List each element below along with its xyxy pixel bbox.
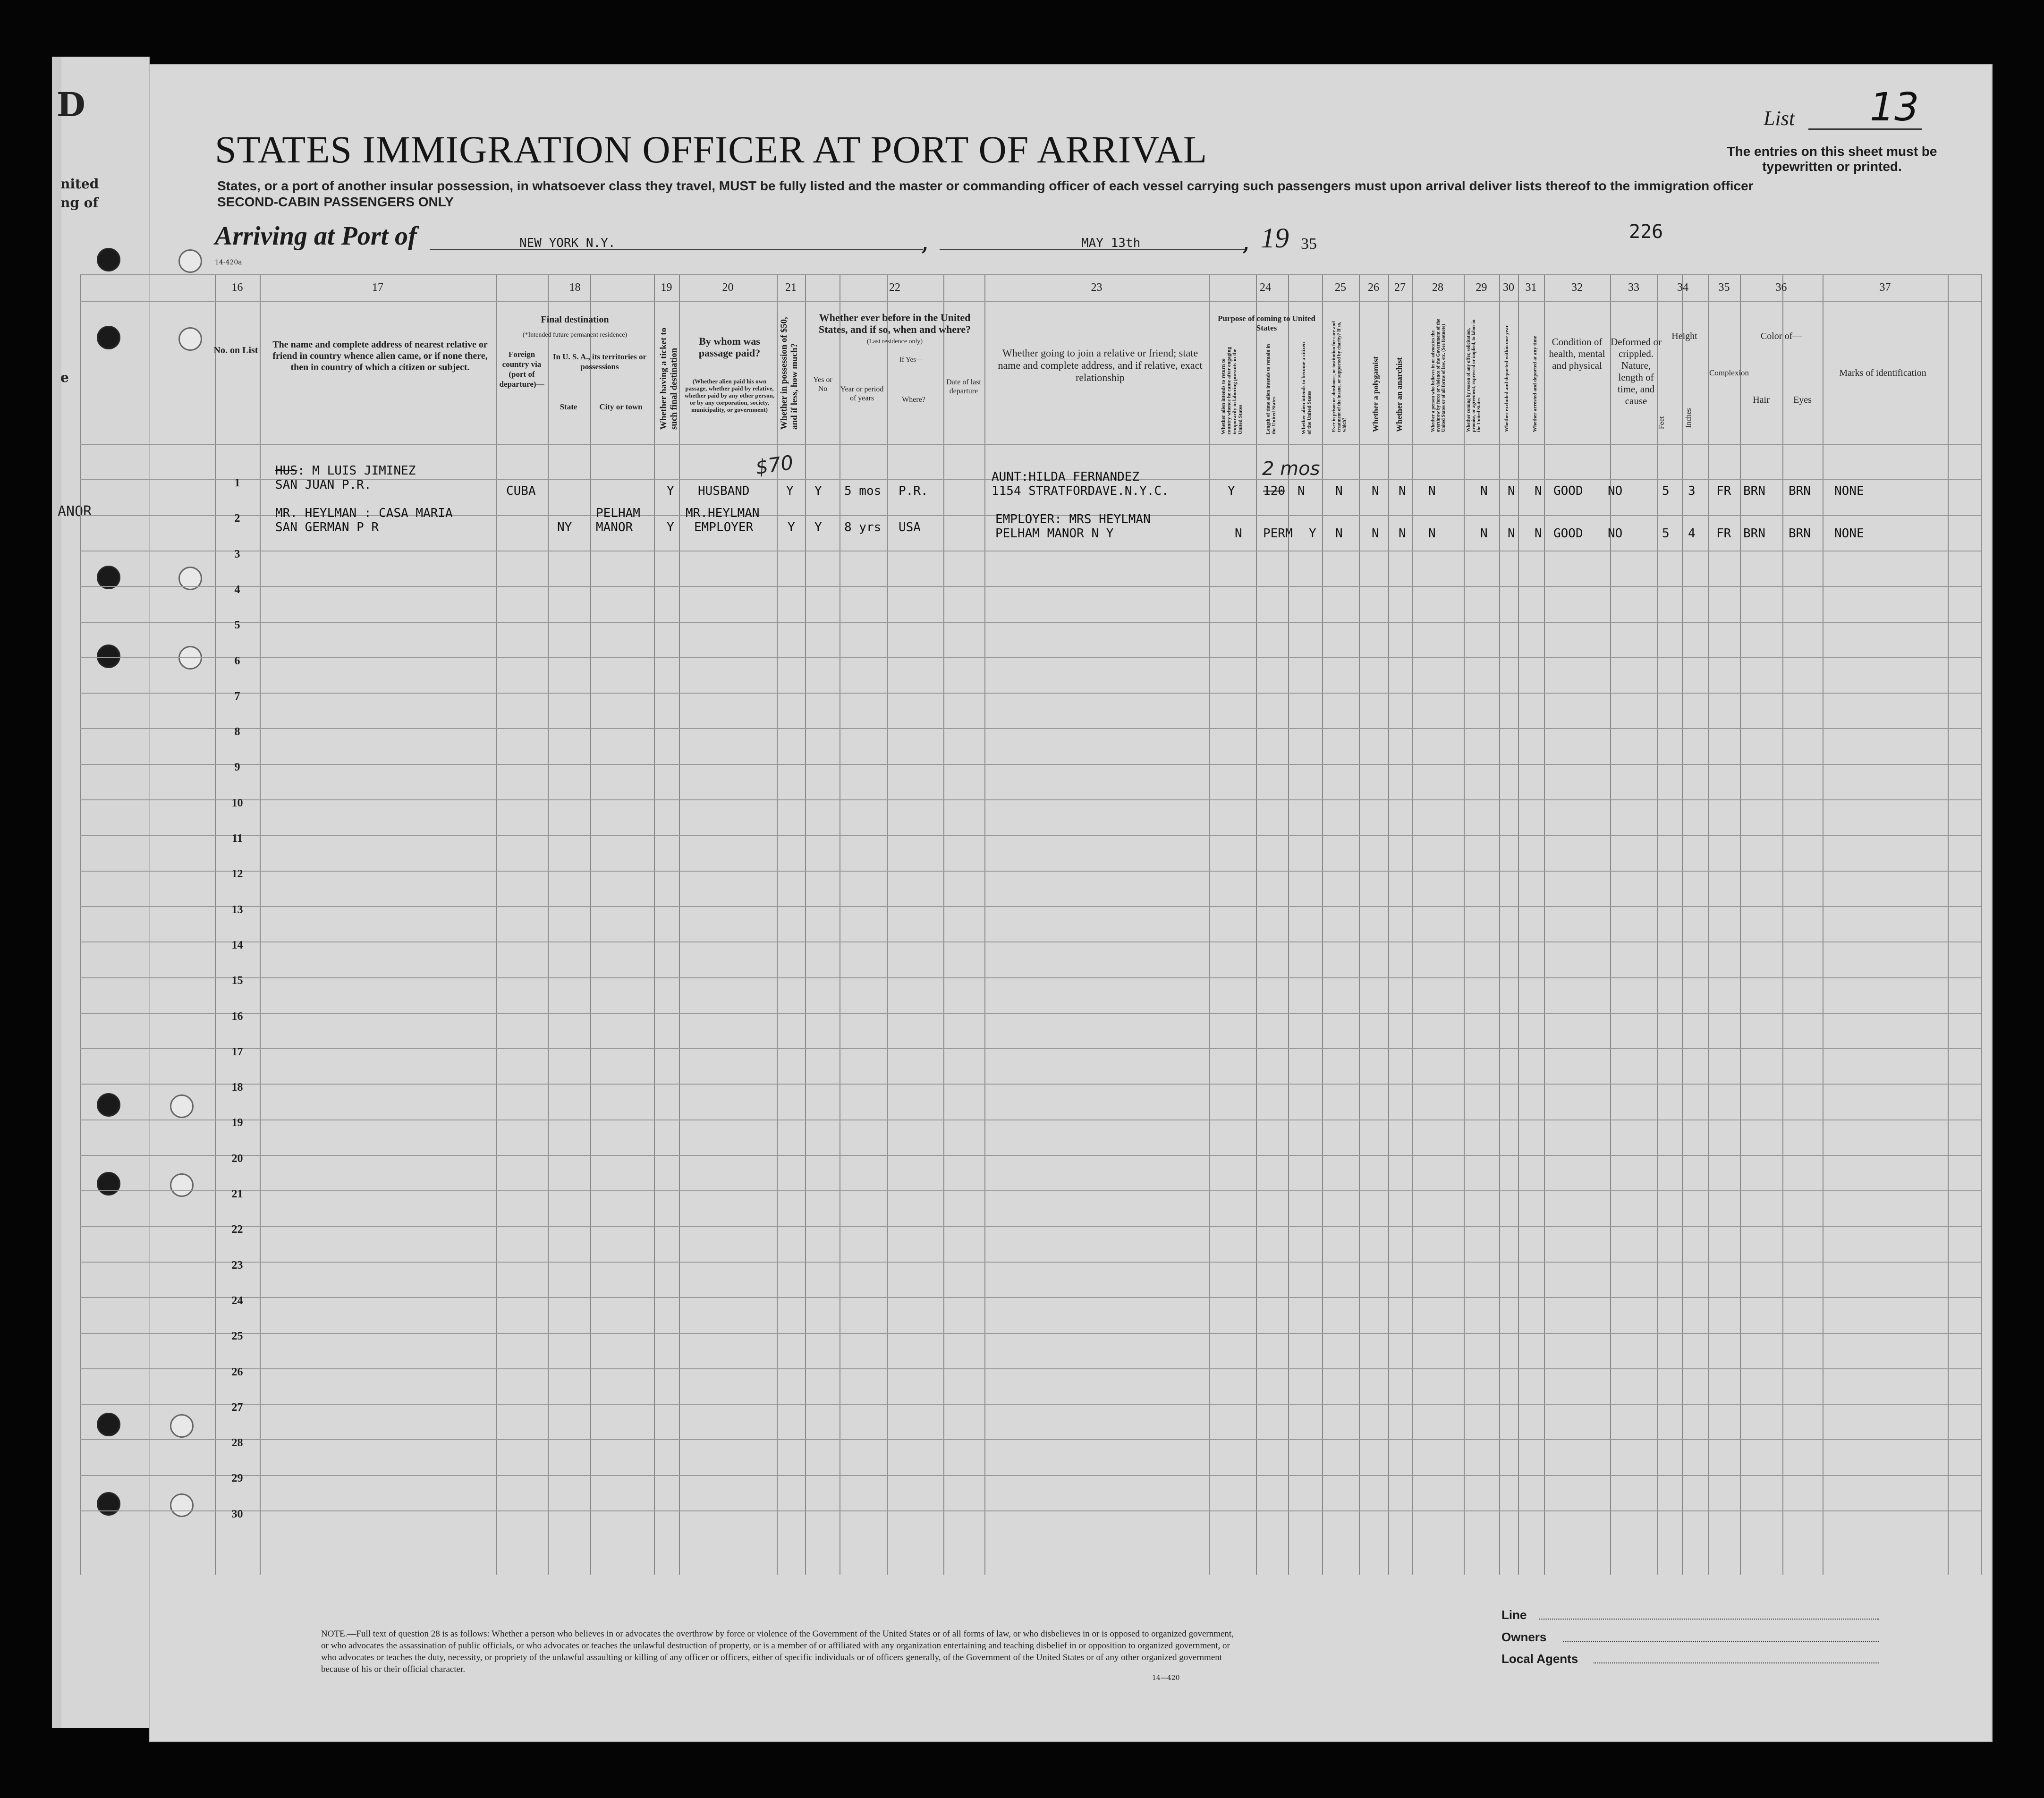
header-passage-paid: By whom was passage paid?	[698, 335, 761, 359]
header-money: Whether in possession of $50, and if less, how much?	[779, 317, 799, 430]
previous-page-letters: D	[57, 85, 85, 124]
grid-column-line	[1981, 274, 1982, 1575]
entry-2-ticket: Y	[667, 520, 674, 534]
separator: ,	[1242, 226, 1250, 256]
port-underline	[430, 249, 923, 250]
header-city: City or town	[599, 402, 643, 411]
form-title: STATES IMMIGRATION OFFICER AT PORT OF ARRIVAL	[215, 128, 1208, 171]
row-number: 8	[234, 726, 240, 738]
arrival-date: MAY 13th	[1081, 236, 1141, 250]
entry-2-citizen: Y	[1309, 526, 1316, 541]
grid-row-line	[80, 1439, 1981, 1440]
entry-2-complexion: FR	[1716, 526, 1731, 541]
form-number: 14-420a	[215, 259, 242, 266]
relative-name: : M LUIS JIMINEZ	[297, 464, 416, 478]
fragment-2: ng of	[60, 195, 99, 211]
column-number: 22	[889, 281, 900, 294]
entry-1-anarchist: N	[1399, 484, 1406, 498]
form-instruction: States, or a port of another insular possession, in whatsoever class they travel, MUST be fully listed and the master or commanding officer of each vessel carrying such passengers must upon arrival deliver lists thereof to the immigration officer	[217, 178, 1754, 193]
header-usa: In U. S. A., its territories or possessions	[552, 352, 647, 371]
entry-2-anarchist: N	[1399, 526, 1406, 541]
grid-column-line	[1948, 274, 1949, 1575]
arrival-port: NEW YORK N.Y.	[519, 236, 616, 250]
column-number: 16	[231, 281, 243, 294]
grid-column-line	[1740, 274, 1741, 1575]
header-ticket: Whether having a ticket to such final destination	[659, 327, 679, 430]
header-departure-date: Date of last departure	[946, 378, 981, 395]
entry-1-citizen: N	[1298, 484, 1305, 498]
entry-2-excluded: N	[1508, 526, 1515, 541]
punch-hole	[97, 326, 120, 349]
header-years: Year or period of years	[840, 385, 884, 402]
row-number: 10	[231, 797, 243, 809]
header-purpose: Purpose of coming to United States	[1218, 314, 1315, 332]
owners-label: Owners	[1501, 1630, 1547, 1644]
row-number: 28	[231, 1437, 243, 1449]
entry-1-excluded: N	[1508, 484, 1515, 498]
entry-1-complexion: FR	[1716, 484, 1731, 498]
grid-row-line	[80, 835, 1981, 836]
entry-1-labor-offer: N	[1480, 484, 1488, 498]
grid-column-line	[1464, 274, 1465, 1575]
column-number: 35	[1718, 281, 1730, 294]
row-number: 13	[231, 904, 243, 916]
grid-column-line	[260, 274, 261, 1575]
punch-hole	[178, 327, 202, 351]
entry-2-before-us: Y	[814, 520, 822, 534]
entry-2-joining-line2: PELHAM MANOR N Y	[995, 526, 1114, 541]
row-number: 6	[234, 655, 240, 667]
entry-2-relative-line1: MR. HEYLMAN : CASA MARIA	[275, 506, 453, 520]
owners-field	[1563, 1641, 1879, 1642]
grid-row-line	[80, 586, 1981, 587]
separator: ,	[921, 226, 929, 256]
entry-2-inches: 4	[1688, 526, 1696, 541]
header-before-us: Whether ever before in the United States, and if so, when and where?	[818, 312, 971, 335]
grid-column-line	[1708, 274, 1709, 1575]
grid-row-line	[80, 1190, 1981, 1191]
column-number: 19	[661, 281, 672, 294]
entry-2-joining-line1: EMPLOYER: MRS HEYLMAN	[995, 512, 1151, 526]
fragment-3: e	[60, 370, 69, 385]
entry-1-foreign-country: CUBA	[506, 484, 536, 498]
column-number: 28	[1432, 281, 1443, 294]
passenger-class: SECOND-CABIN PASSENGERS ONLY	[217, 195, 454, 209]
entry-2-paid-by-line1: MR.HEYLMAN	[686, 506, 760, 520]
header-feet: Feet	[1658, 416, 1666, 429]
punch-hole	[97, 1172, 120, 1196]
row-number: 24	[231, 1295, 243, 1307]
year-prefix: 19	[1261, 222, 1289, 254]
entry-2-prison: N	[1335, 526, 1343, 541]
entry-2-where: USA	[899, 520, 921, 534]
line-label: Line	[1501, 1608, 1527, 1622]
entry-2-deported: N	[1535, 526, 1542, 541]
grid-column-line	[496, 274, 497, 1575]
row-number: 16	[231, 1010, 243, 1023]
grid-column-line	[1657, 274, 1658, 1575]
entry-2-state: NY	[557, 520, 572, 534]
punch-hole	[97, 248, 120, 271]
row-number: 1	[234, 477, 240, 489]
handwritten-mark: $70	[754, 450, 795, 479]
manifest-sheet	[149, 64, 1993, 1742]
footer-form-number: 14—420	[1152, 1674, 1180, 1682]
footnote-question-28: NOTE.—Full text of question 28 is as follows: Whether a person who believes in or advocates the overthrow by force or violence of the Government of the United States or of all forms of law, or who disbelieves in or is opposed to organized government, or who advocates the assassination of public officials, or who advocates or teaches the unlawful destruction of property, or is a member of or affiliated with any organization entertaining and teaching disbelief in or opposition to organized government, or who advocates or teaches the duty, necessity, or propriety of the unlawful assaulting or killing of any officer or officers, either of specific individuals or of officers generally, of the Government of the United States or of any other organized government because of his or their official character.	[321, 1629, 1234, 1674]
column-number: 32	[1571, 281, 1583, 294]
header-polygamist: Whether a polygamist	[1371, 356, 1380, 432]
entry-1-hair: BRN	[1743, 484, 1765, 498]
list-underline	[1808, 128, 1922, 130]
grid-row-line	[80, 799, 1981, 800]
grid-row-line	[80, 1404, 1981, 1405]
grid-column-line	[1499, 274, 1500, 1575]
column-number: 23	[1091, 281, 1103, 294]
header-where: Where?	[902, 396, 925, 404]
header-passage-paid-sub: (Whether alien paid his own passage, whether paid by relative, whether paid by any other person, or by any corporation, society, municipality, or government)	[684, 378, 775, 413]
grid-column-line	[805, 274, 806, 1575]
entry-1-joining-line1: AUNT:HILDA FERNANDEZ	[992, 470, 1140, 484]
column-number: 36	[1775, 281, 1787, 294]
grid-row-line	[80, 871, 1981, 872]
grid-row-line	[80, 1510, 1981, 1511]
column-number: 29	[1476, 281, 1487, 294]
header-height: Height	[1671, 331, 1697, 341]
column-number: 30	[1503, 281, 1514, 294]
row-number: 27	[231, 1401, 243, 1414]
grid-row-line	[80, 1013, 1981, 1014]
entry-1-deformed: NO	[1608, 484, 1623, 498]
header-inches: Inches	[1685, 408, 1693, 428]
grid-column-line	[1610, 274, 1611, 1575]
column-number: 20	[722, 281, 734, 294]
row-number: 17	[231, 1046, 243, 1058]
grid-column-line	[548, 274, 549, 1575]
grid-column-line	[1682, 274, 1683, 1575]
row-number: 5	[234, 619, 240, 631]
column-number: 18	[569, 281, 581, 294]
column-number: 26	[1368, 281, 1379, 294]
column-number: 34	[1677, 281, 1688, 294]
grid-column-line	[1412, 274, 1413, 1575]
entry-2-polygamist: N	[1372, 526, 1379, 541]
entry-1-deported: N	[1535, 484, 1542, 498]
previous-page-fragments	[60, 175, 99, 387]
column-number: 31	[1525, 281, 1537, 294]
punch-hole	[97, 1492, 120, 1516]
entry-2-hair: BRN	[1743, 526, 1765, 541]
entry-2-years: 8 yrs	[844, 520, 882, 534]
entry-1-years: 5 mos	[844, 484, 882, 498]
grid-row-line	[80, 977, 1981, 978]
row-number: 2	[234, 512, 240, 525]
entry-2-marks: NONE	[1834, 526, 1864, 541]
row-number: 12	[231, 868, 243, 880]
grid-column-line	[887, 274, 888, 1575]
local-agents-label: Local Agents	[1501, 1652, 1578, 1666]
grid-column-line	[1388, 274, 1389, 1575]
row-number: 4	[234, 584, 240, 596]
entry-2-length-stay: PERM	[1263, 526, 1293, 541]
row-number: 22	[231, 1223, 243, 1236]
entry-1-inches: 3	[1688, 484, 1696, 498]
row-number: 20	[231, 1153, 243, 1165]
grid-column-line	[590, 274, 591, 1575]
punch-hole	[97, 1413, 120, 1436]
row-number: 29	[231, 1472, 243, 1484]
header-foreign-country: Foreign country via (port of departure)—	[499, 350, 544, 389]
row-number: 26	[231, 1366, 243, 1378]
entry-1-where: P.R.	[899, 484, 928, 498]
row-number: 19	[231, 1117, 243, 1129]
header-hair: Hair	[1753, 395, 1770, 405]
grid-column-line	[679, 274, 680, 1575]
grid-row-line	[80, 1297, 1981, 1298]
column-number: 17	[372, 281, 383, 294]
row-number: 25	[231, 1330, 243, 1342]
header-yes-no: Yes or No	[813, 376, 832, 393]
entry-2-money: Y	[788, 520, 795, 534]
entry-1-money: Y	[786, 484, 794, 498]
grid-column-line	[1518, 274, 1519, 1575]
stamped-number: 226	[1629, 221, 1663, 243]
header-final-destination-sub: (*Intended future permanent residence)	[522, 331, 628, 339]
grid-row-line	[80, 444, 1981, 445]
punch-hole	[170, 1414, 194, 1438]
entry-1-prison: N	[1335, 484, 1343, 498]
row-number: 18	[231, 1081, 243, 1094]
entry-1-eyes: BRN	[1789, 484, 1811, 498]
grid-row-line	[80, 906, 1981, 907]
row-number: 9	[234, 761, 240, 773]
row-number: 14	[231, 939, 243, 951]
header-deported: Whether arrested and deported at any time	[1532, 336, 1538, 432]
grid-row-line	[80, 1333, 1981, 1334]
line-field	[1539, 1619, 1879, 1620]
header-citizen-intent: Whether alien intends to become a citizen of the United States	[1301, 342, 1312, 434]
list-number: 13	[1870, 85, 1919, 130]
punch-hole	[97, 1093, 120, 1117]
grid-column-line	[1256, 274, 1257, 1575]
entry-1-paid-by: HUSBAND	[698, 484, 750, 498]
grid-row-line	[80, 693, 1981, 694]
grid-row-line	[80, 622, 1981, 623]
column-number: 37	[1879, 281, 1891, 294]
fragment-1: nited	[60, 176, 99, 192]
entry-1-joining-line2: 1154 STRATFORDAVE.N.Y.C.	[992, 484, 1169, 498]
grid-column-line	[215, 274, 216, 1575]
grid-column-line	[1544, 274, 1545, 1575]
arriving-label: Arriving at Port of	[215, 221, 417, 251]
local-agents-field	[1594, 1662, 1879, 1663]
grid-row-line	[80, 1226, 1981, 1227]
entry-1-relative-line1	[275, 464, 416, 478]
grid-row-line	[80, 1475, 1981, 1476]
grid-column-line	[984, 274, 985, 1575]
entry-1-length-struck: 120	[1263, 484, 1285, 498]
entry-1-relative-line2: SAN JUAN P.R.	[275, 478, 372, 492]
column-number: 21	[785, 281, 797, 294]
entry-1-return-intent: Y	[1228, 484, 1235, 498]
grid-row-line	[80, 1368, 1981, 1369]
grid-row-line	[80, 301, 1981, 302]
row-number: 11	[232, 832, 243, 845]
grid-row-line	[80, 1048, 1981, 1049]
column-number: 33	[1628, 281, 1639, 294]
header-complexion: Complexion	[1709, 368, 1749, 377]
row-number: 15	[231, 975, 243, 987]
grid-column-line	[1322, 274, 1323, 1575]
grid-row-line	[80, 657, 1981, 658]
grid-row-line	[80, 1262, 1981, 1263]
header-marks: Marks of identification	[1839, 368, 1926, 378]
previous-page-destination: ANOR	[58, 503, 92, 520]
grid-row-line	[80, 274, 1981, 275]
header-overthrow: Whether a person who believes in or advocates the overthrow by force or violence of the Government of the United States or of all forms of law, etc. (See footnote)	[1431, 319, 1446, 432]
header-prison: Ever in prison or almshouse, or institution for care and treatment of the insane, or supported by charity? If so, which?	[1332, 321, 1347, 432]
header-return-intent: Whether alien intends to return to country whence he came after engaging temporarily in laboring pursuits in the United States	[1221, 347, 1243, 434]
punch-hole	[170, 1094, 194, 1118]
entry-1-marks: NONE	[1834, 484, 1864, 498]
entry-2-return-intent: N	[1235, 526, 1242, 541]
struck-text: HUS	[275, 464, 297, 478]
header-if-yes: If Yes—	[899, 356, 923, 364]
entry-1-overthrow: N	[1428, 484, 1436, 498]
grid-column-line	[80, 274, 81, 1575]
header-anarchist: Whether an anarchist	[1395, 357, 1404, 432]
header-relative: The name and complete address of nearest relative or friend in country whence alien came, or if none there, then in country of which a citizen or subject.	[272, 339, 488, 373]
header-state: State	[560, 402, 577, 411]
entry-1-before-us: Y	[814, 484, 822, 498]
header-deformed: Deformed or crippled. Nature, length of time, and cause	[1611, 336, 1662, 407]
column-number: 27	[1394, 281, 1406, 294]
row-number: 23	[231, 1259, 243, 1272]
header-labor-offer: Whether coming by reason of any offer, solicitation, promise, or agreement, expressed or implied, to labor in the United States	[1466, 319, 1482, 432]
header-eyes: Eyes	[1793, 395, 1812, 405]
entry-2-paid-by-line2: EMPLOYER	[694, 520, 754, 534]
row-number: 3	[234, 548, 240, 560]
header-list-no: No. on List	[213, 345, 258, 356]
grid-column-line	[1782, 274, 1783, 1575]
grid-row-line	[80, 1155, 1981, 1156]
row-number: 21	[231, 1188, 243, 1200]
grid-column-line	[654, 274, 655, 1575]
punch-hole	[170, 1493, 194, 1517]
punch-hole	[170, 1173, 194, 1197]
header-health: Condition of health, mental and physical	[1549, 336, 1605, 371]
header-final-destination: Final destination	[541, 314, 609, 325]
entry-2-overthrow: N	[1428, 526, 1436, 541]
grid-column-line	[943, 274, 944, 1575]
grid-row-line	[80, 764, 1981, 765]
entries-note: The entries on this sheet must be typewritten or printed.	[1727, 144, 1937, 174]
punch-hole	[97, 645, 120, 668]
column-number: 25	[1335, 281, 1346, 294]
entry-2-labor-offer: N	[1480, 526, 1488, 541]
entry-2-health: GOOD	[1553, 526, 1583, 541]
grid-column-line	[1209, 274, 1210, 1575]
entry-2-eyes: BRN	[1789, 526, 1811, 541]
entry-1-feet: 5	[1662, 484, 1670, 498]
entry-2-relative-line2: SAN GERMAN P R	[275, 520, 379, 534]
year-suffix: 35	[1301, 235, 1317, 253]
grid-column-line	[1359, 274, 1360, 1575]
header-color: Color of—	[1760, 331, 1802, 341]
row-number: 7	[234, 690, 240, 703]
header-length-stay: Length of time alien intends to remain in the United States	[1265, 344, 1277, 434]
list-label: List	[1764, 107, 1795, 130]
entry-1-polygamist: N	[1372, 484, 1379, 498]
entry-2-deformed: NO	[1608, 526, 1623, 541]
entry-2-city-line1: PELHAM	[596, 506, 640, 520]
entry-1-length-stay: 2 mos	[1262, 458, 1320, 480]
grid-row-line	[80, 941, 1981, 942]
grid-row-line	[80, 728, 1981, 729]
grid-row-line	[80, 1084, 1981, 1085]
header-before-us-sub: (Last residence only)	[866, 338, 923, 345]
header-excluded: Whether excluded and deported within one year	[1504, 325, 1510, 432]
entry-1-ticket: Y	[667, 484, 674, 498]
column-number: 24	[1260, 281, 1271, 294]
entry-1-health: GOOD	[1553, 484, 1583, 498]
row-number: 30	[231, 1508, 243, 1520]
entry-2-city-line2: MANOR	[596, 520, 633, 534]
entry-2-feet: 5	[1662, 526, 1670, 541]
header-joining: Whether going to join a relative or friend; state name and complete address, and if relative, exact relationship	[998, 347, 1203, 383]
punch-hole	[178, 249, 202, 273]
